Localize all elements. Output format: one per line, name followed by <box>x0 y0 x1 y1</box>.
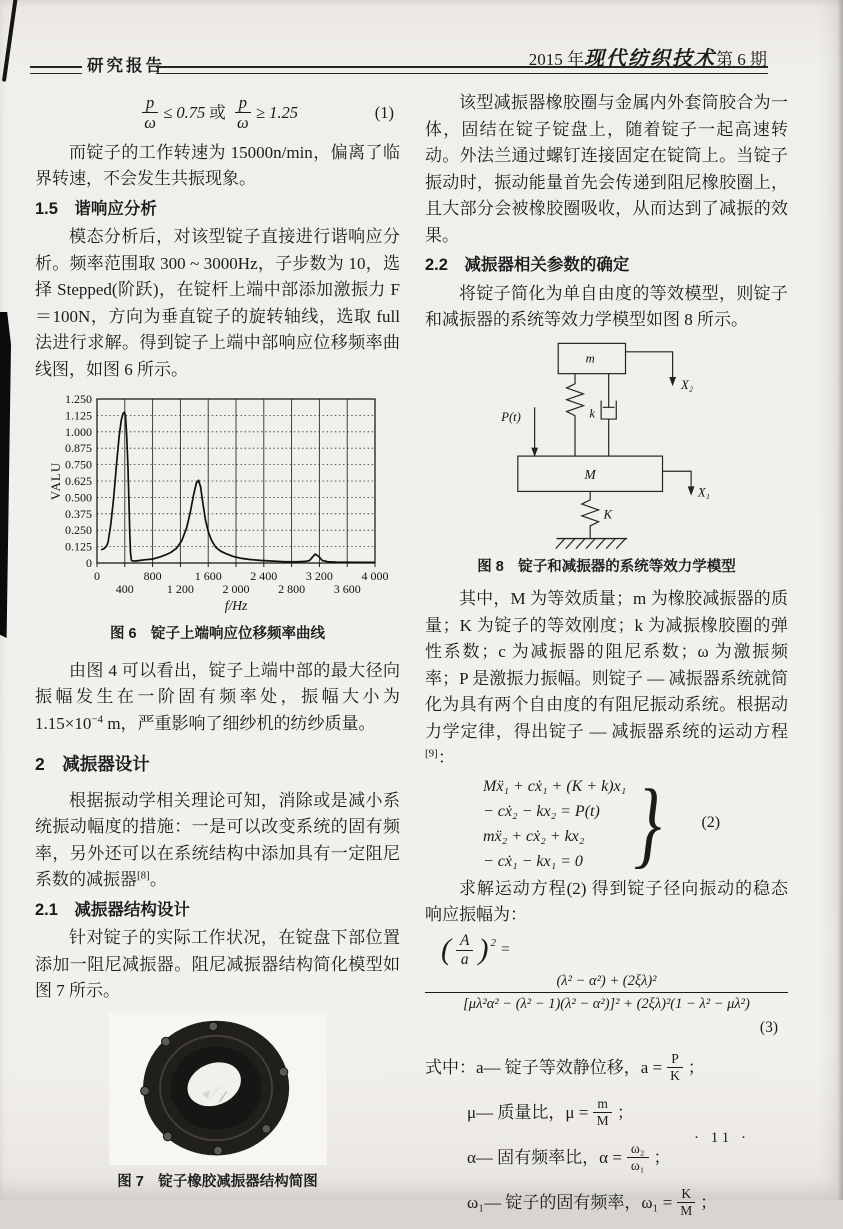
definition-frequency-ratio: α— 固有频率比，α = $\frac{\text{ω₂}}{\text{ω₁}}$ ； <box>467 1141 671 1174</box>
spring-K-label: K <box>603 506 612 521</box>
mass-m-label: m <box>585 351 595 366</box>
definition-mass-ratio: μ— 质量比，μ = $\frac{m}{M}$ ； <box>467 1096 634 1129</box>
eq1-op1: ≤ 0.75 <box>163 102 206 122</box>
x1-label: X₁ <box>697 484 710 499</box>
x-tick-label: 2 400 <box>249 569 277 584</box>
y-tick-label: 0 <box>85 556 92 571</box>
y-tick-label: 1.000 <box>64 424 92 439</box>
x2-arrowhead <box>669 377 676 386</box>
fraction-omega2-omega1: $\frac{\text{ω₂}}{\text{ω₁}}$ <box>627 1142 649 1173</box>
ground-hatching <box>555 538 625 548</box>
page-number: · 11 · <box>694 1130 750 1146</box>
eq1-op2: ≥ 1.25 <box>256 102 299 122</box>
paragraph-steady-state: 求解运动方程(2) 得到锭子径向振动的稳态响应振幅为： <box>425 878 788 924</box>
equation-3-fraction <box>425 972 788 1013</box>
left-column <box>35 90 400 1195</box>
figure-7 <box>35 1013 400 1196</box>
y-axis-label: VALU <box>47 461 63 501</box>
reference-8: [8] <box>137 869 150 882</box>
y-tick-label: 0.375 <box>64 506 92 521</box>
paragraph-damper-structure: 针对锭子的实际工作状况，在锭盘下部位置添加一阻尼减振器。阻尼减振器结构简化模型如图 7 所示。 <box>35 928 400 1001</box>
x2-label: X₂ <box>680 377 693 392</box>
y-tick-label: 0.750 <box>64 457 92 472</box>
heading-2-2: 2.2 减振器相关参数的确定 <box>425 256 630 274</box>
figure-8 <box>425 340 788 581</box>
journal-header <box>529 42 767 71</box>
spring-K <box>581 491 598 538</box>
equation-1-number: (1) <box>374 102 394 122</box>
paragraph-parameter-definitions: 其中，M 为等效质量；m 为橡胶减振器的质量；K 为锭子的等效刚度；k 为减振橡胶圈的弹性系数；c 为减振器的阻尼系数；ω 为激振频率；P 是激振力振幅。则锭子 — 减振器系统就简化为具有两个自由度的有阻尼振动系统。根据动力学定律，得出锭子 — 减振器系统的运动方程[9]： <box>425 589 788 767</box>
fraction-m-M: $\frac{m}{M}$ <box>593 1097 612 1128</box>
heading-1-5: 1.5 谐响应分析 <box>35 199 157 218</box>
equation-3-lhs: ( $\frac{A}{a}$ ) 2 = <box>441 931 511 968</box>
equation-2-brace: } <box>634 769 662 878</box>
scan-artifact-top-left <box>2 0 18 82</box>
x1-arm <box>662 471 691 486</box>
equation-3-number: (3) <box>759 1019 778 1037</box>
paragraph-max-amplitude: 由图 4 可以看出，锭子上端中部的最大径向振幅发生在一阶固有频率处，振幅大小为 $1.15\times 10^{-4}$ m，严重影响了细纱机的纺纱质量。 <box>35 660 400 733</box>
fraction-p-omega: $\frac{p}{\omega}$ <box>142 94 158 132</box>
x-tick-label: 2 000 <box>222 582 249 597</box>
spindle-damper-model-diagram <box>467 340 747 552</box>
equation-3-numerator: (λ² − α²) + (2ξλ)² <box>556 973 657 990</box>
y-tick-label: 0.875 <box>64 441 92 456</box>
header-rule-left <box>30 66 82 74</box>
definition-static-displacement: 式中：a— 锭子等效静位移，a = $\frac{P}{K}$ ； <box>425 1051 705 1084</box>
y-tick-label: 0.125 <box>64 539 92 554</box>
equation-2-number: (2) <box>701 814 721 832</box>
mass-M-label: M <box>584 466 596 482</box>
damper-photo-background <box>109 1013 327 1165</box>
journal-year: 2015 年 <box>528 50 584 69</box>
y-tick-label: 0.625 <box>64 474 92 489</box>
scan-artifact-left-bar <box>0 312 11 638</box>
equation-3-equals: = <box>499 941 511 959</box>
right-column <box>425 90 788 1229</box>
column-label: 研究报告 <box>87 57 165 75</box>
paragraph-equivalent-model: 将锭子简化为单自由度的等效模型，则锭子和减振器的系统等效力学模型如图 8 所示。 <box>425 283 788 329</box>
x-tick-label: 0 <box>93 569 100 584</box>
equation-3 <box>425 933 788 1042</box>
heading-2-1: 2.1 减振器结构设计 <box>35 900 190 919</box>
x-tick-label: 1 600 <box>194 569 222 584</box>
definition-natural-frequency: ω₁— 锭子的固有频率，ω₁ = $\frac{K}{M}$ ； <box>467 1186 718 1219</box>
paragraph-damper-description: 该型减振器橡胶圈与金属内外套筒胶合为一体，固结在锭子锭盘上，随着锭子一起高速转动。外法兰通过螺钉连接固定在锭筒上。当锭子振动时，振动能量首先会传递到阻尼橡胶圈上，且大部分会被橡胶圈吸收，从而达到了减振的效果。 <box>425 93 788 245</box>
response-displacement-frequency-chart <box>47 391 389 619</box>
damper-dashpot <box>601 373 616 418</box>
fraction-P-K: $\frac{P}{K}$ <box>667 1052 683 1083</box>
figure-6-caption: 图 6 锭子上端响应位移频率曲线 <box>109 626 326 643</box>
y-tick-label: 0.500 <box>64 490 92 505</box>
paragraph-working-speed: 而锭子的工作转速为 15000n/min，偏离了临界转速，不会发生共振现象。 <box>35 142 400 189</box>
reference-9: [9] <box>425 747 438 760</box>
journal-name: 现代纺织技术 <box>584 48 716 70</box>
x2-arm <box>625 351 672 376</box>
x-tick-label: 3 600 <box>333 582 361 597</box>
paragraph-harmonic-analysis: 模态分析后，对该型锭子直接进行谐响应分析。频率范围取 300 ~ 3000Hz，子步数为 10，选择 Stepped(阶跃)，在锭杆上端中部添加激振力 F＝100N，方向为垂直锭子的旋转轴线，选取 full 法进行求解。得到锭子上端中部响应位移频率曲线图，如图 6 所示。 <box>35 227 400 379</box>
figure-6 <box>35 391 400 648</box>
journal-issue: 第 6 期 <box>716 50 767 69</box>
fraction-A-a: $\frac{A}{a}$ <box>456 933 473 969</box>
fraction-p-omega-2: $\frac{p}{\omega}$ <box>235 94 251 132</box>
exponent: −4 <box>91 712 104 725</box>
rubber-damper-photo <box>113 1015 323 1163</box>
y-tick-label: 0.250 <box>64 523 92 538</box>
x1-arrowhead <box>687 486 694 495</box>
x-tick-label: 1 200 <box>166 582 194 597</box>
paragraph-vibration-theory: 根据振动学相关理论可知，消除或是减小系统振动幅度的措施：一是可以改变系统的固有频率，另外还可以在系统结构中添加具有一定阻尼系数的减振器[8]。 <box>35 790 400 890</box>
equation-2 <box>483 769 788 878</box>
x-tick-label: 4 000 <box>361 569 388 584</box>
equation-1 <box>35 94 400 132</box>
equation-3-denominator: [μλ²α² − (λ² − 1)(λ² − α²)]² + (2ξλ)²(1 − λ² − μλ²) <box>425 992 788 1013</box>
equation-2-lines: Mẍ₁ + cẋ₁ + (K + k)x₁ − cẋ₂ − kx₂ = P(t) mẍ₂ + cẋ₂ + kx₂ − cẋ₁ − kx₁ = 0 <box>483 777 627 870</box>
fraction-K-M: $\frac{K}{M}$ <box>677 1187 695 1218</box>
heading-section-2: 2 减振器设计 <box>35 754 150 775</box>
force-label: P(t) <box>500 409 521 424</box>
spring-k <box>566 373 583 455</box>
y-tick-label: 1.125 <box>64 408 92 423</box>
x-tick-label: 2 800 <box>277 582 305 597</box>
eq1-conjunction: 或 <box>209 102 226 122</box>
response-curve <box>101 412 375 562</box>
spring-k-label: k <box>588 405 595 420</box>
x-tick-label: 800 <box>143 569 162 584</box>
figure-7-caption: 图 7 锭子橡胶减振器结构简图 <box>117 1173 318 1190</box>
x-tick-label: 400 <box>115 582 134 597</box>
x-axis-label: f/Hz <box>224 598 247 614</box>
y-tick-label: 1.250 <box>64 392 92 407</box>
x-tick-label: 3 200 <box>305 569 333 584</box>
scan-shadow-right-edge <box>837 0 843 1200</box>
equation-3-exponent: 2 <box>490 937 496 950</box>
figure-8-caption: 图 8 锭子和减振器的系统等效力学模型 <box>477 558 736 575</box>
